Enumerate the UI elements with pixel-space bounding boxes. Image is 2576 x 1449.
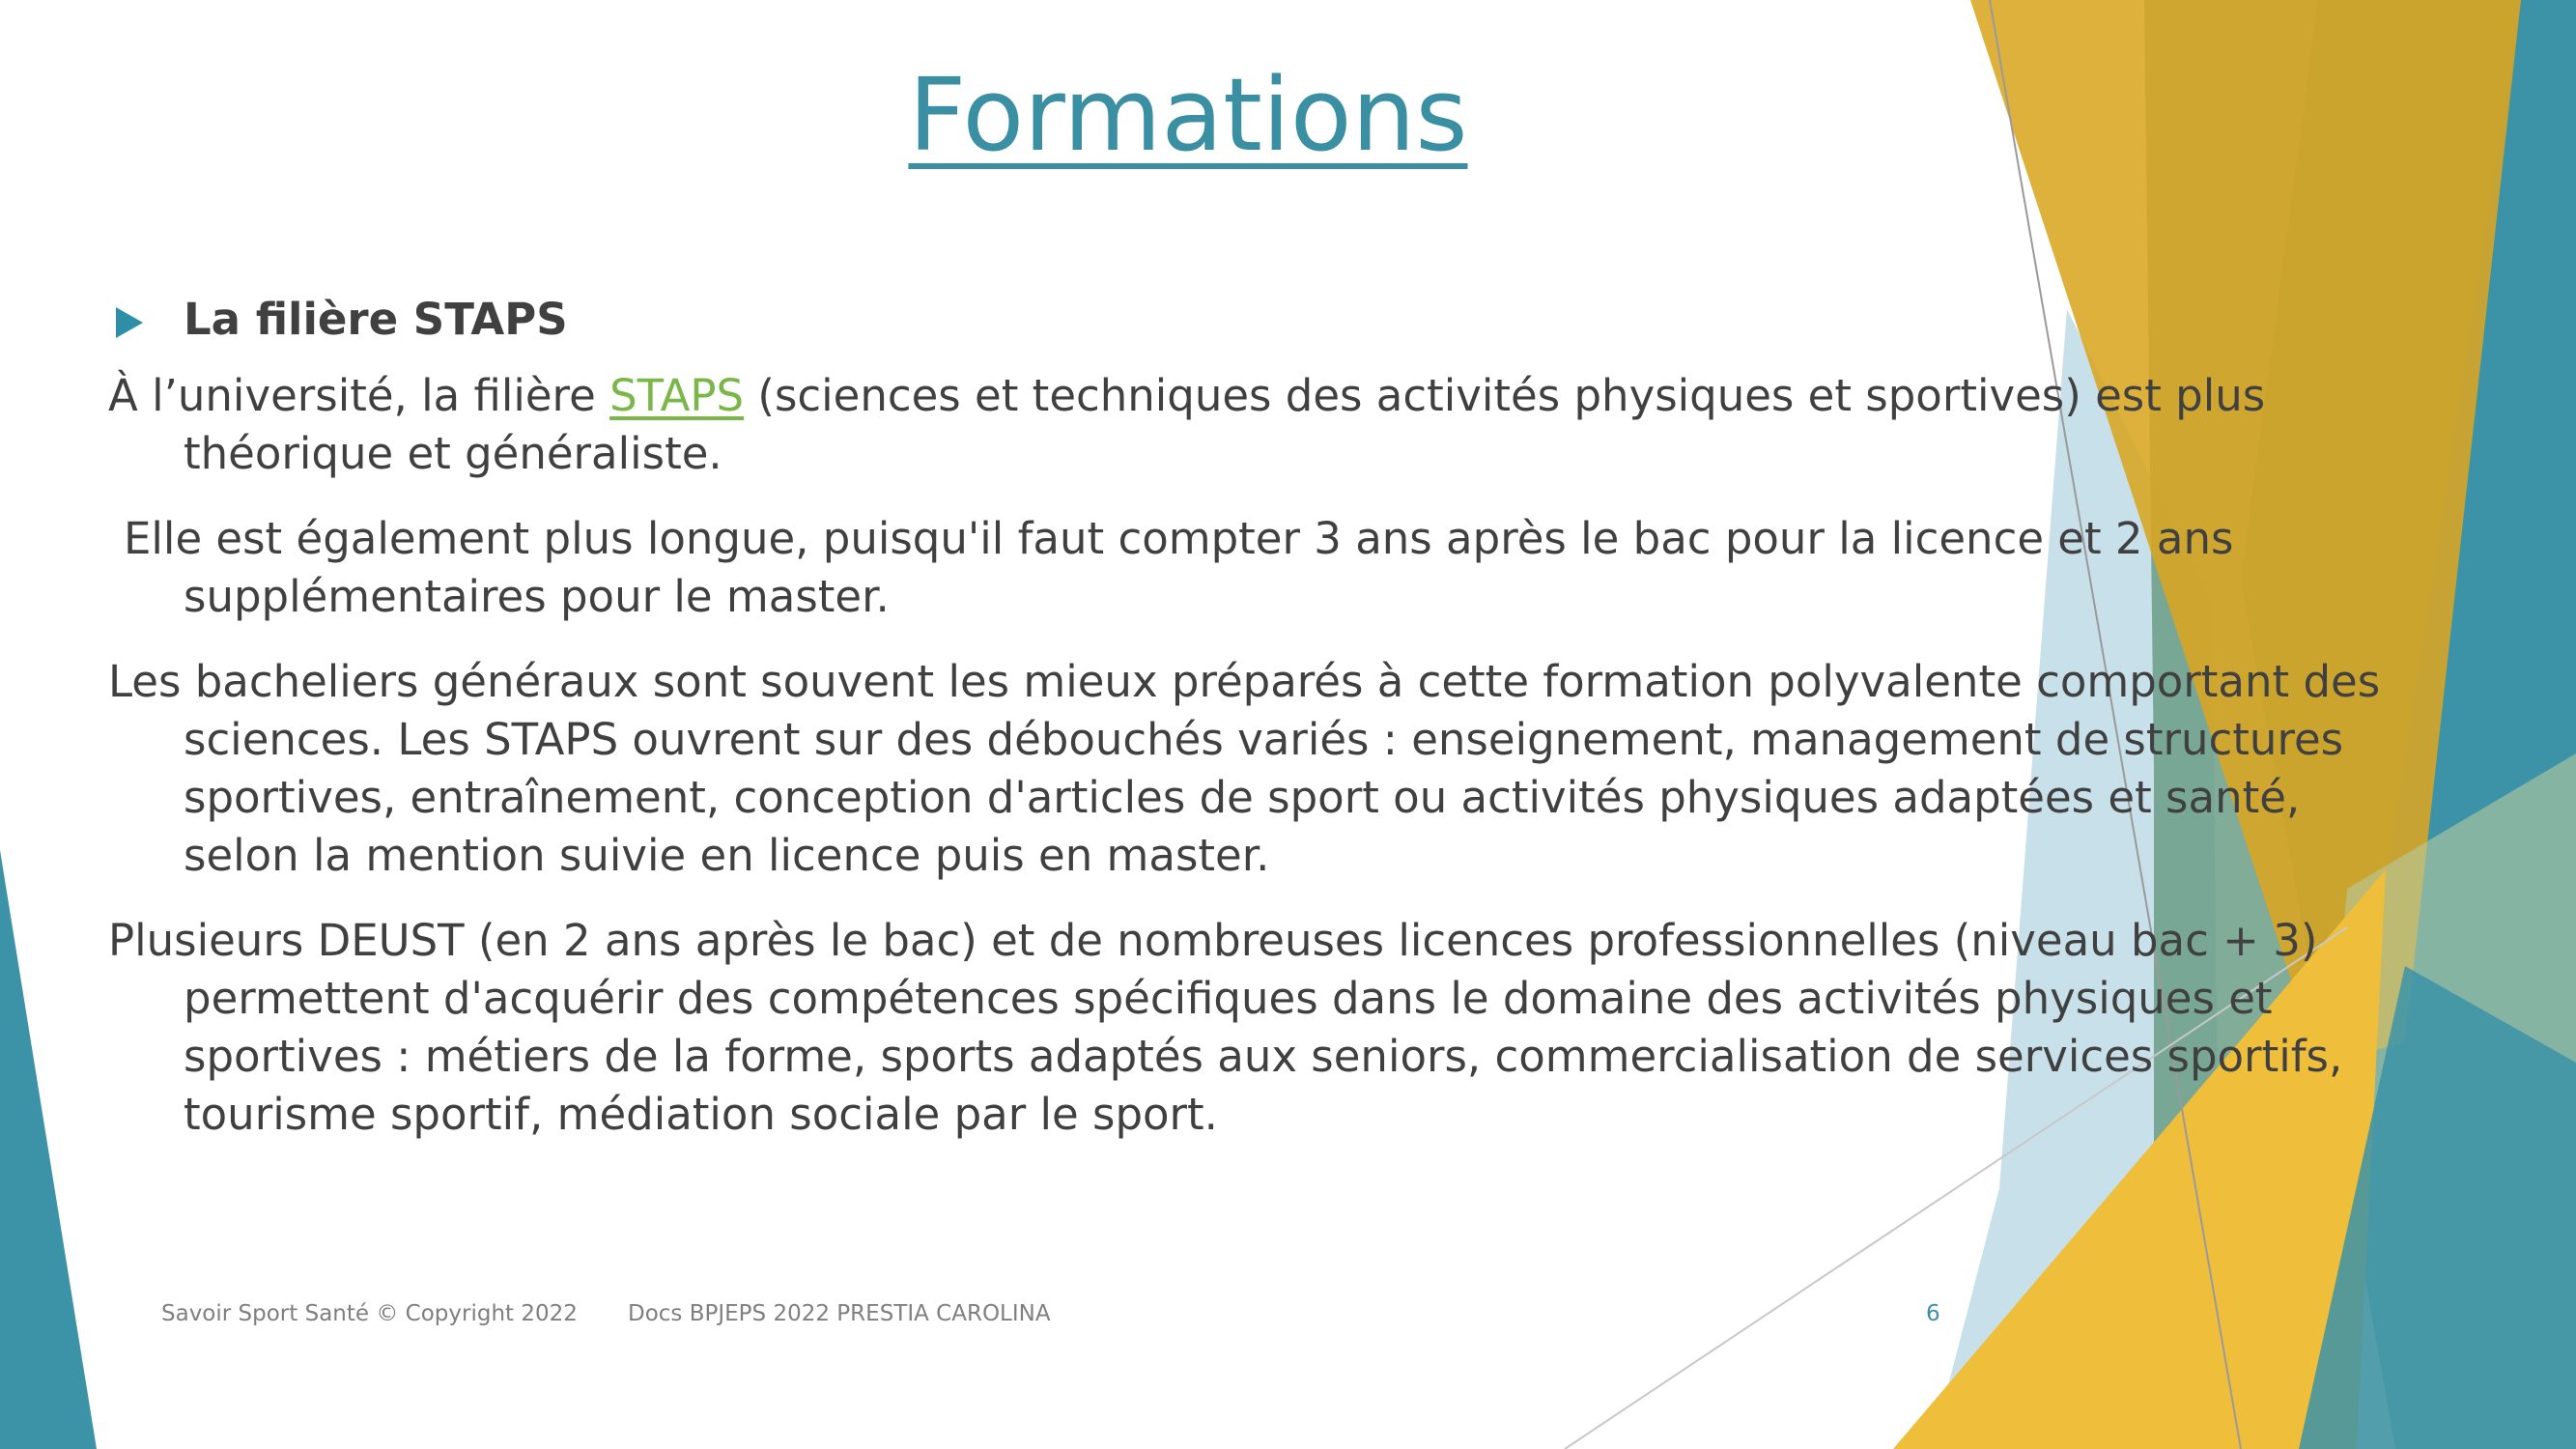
paragraph-duration — [108, 510, 2407, 626]
paragraph-text: Les bacheliers généraux sont souvent les mieux préparés à cette formation polyvalente comportant des sciences. Les STAPS ouvrent sur des débouchés variés : enseignement, management de structures sportives, entraînement, conception d'articles de sport ou activités physiques adaptées et santé, selon la mention suivie en licence puis en master. — [108, 656, 2381, 881]
footer-document: Docs BPJEPS 2022 PRESTIA CAROLINA — [628, 1301, 1051, 1326]
slide-body — [108, 286, 2407, 1144]
section-heading — [108, 286, 2407, 354]
paragraph-university — [108, 367, 2407, 483]
slide-title — [0, 56, 2376, 174]
triangle-bullet-icon — [116, 307, 143, 338]
paragraph-deust — [108, 912, 2407, 1144]
paragraph-text: À l’université, la filière — [108, 370, 610, 421]
slide-title-text: Formations — [908, 56, 1468, 174]
paragraph-text: (sciences et techniques des activités physiques et sportives) est plus théorique et généraliste. — [184, 370, 2266, 479]
section-heading-text: La filière STAPS — [184, 294, 568, 345]
staps-link[interactable]: STAPS — [609, 370, 745, 421]
paragraph-text: Elle est également plus longue, puisqu'il faut compter 3 ans après le bac pour la licence et 2 ans supplémentaires pour le master. — [124, 513, 2234, 622]
paragraph-bacheliers — [108, 653, 2407, 885]
page-number: 6 — [1926, 1301, 1940, 1326]
footer-copyright: Savoir Sport Santé © Copyright 2022 — [161, 1301, 578, 1326]
paragraph-text: Plusieurs DEUST (en 2 ans après le bac) et de nombreuses licences professionnelles (niveau bac + 3) permettent d'acquérir des compétences spécifiques dans le domaine des activités physiques et sportives : métiers de la forme, sports adaptés aux seniors, commercialisation de services sportifs, tourisme sportif, médiation sociale par le sport. — [108, 915, 2343, 1140]
left-teal-strip — [0, 850, 97, 1449]
